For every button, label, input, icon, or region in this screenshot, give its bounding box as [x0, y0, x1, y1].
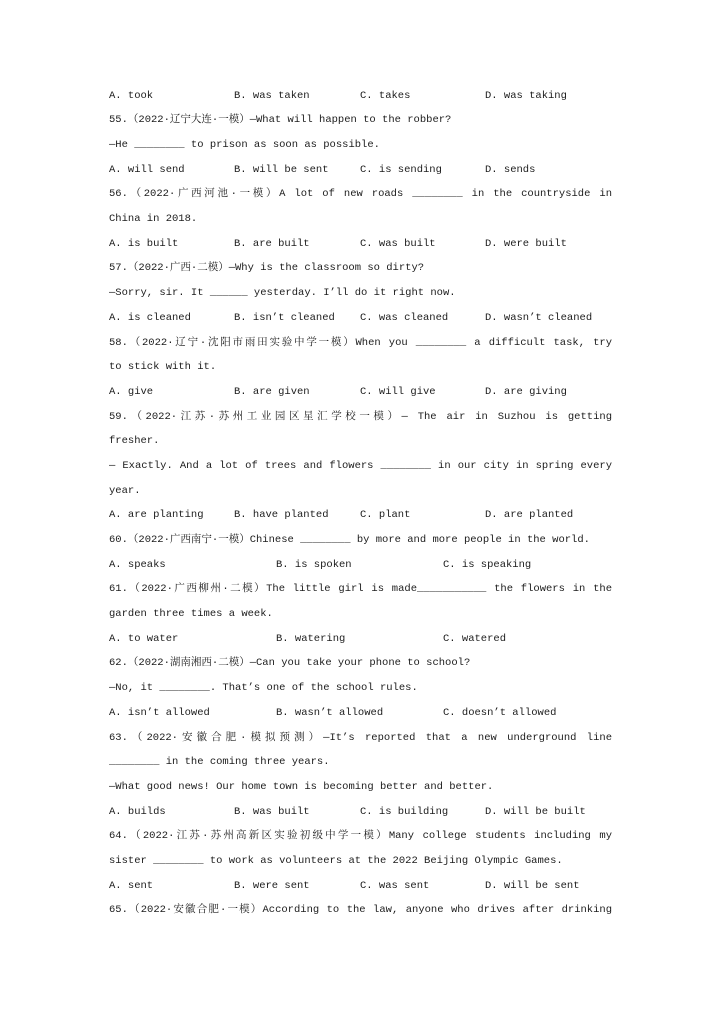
- options-row: [109, 627, 612, 652]
- question-stem-line: China in 2018.: [109, 213, 198, 226]
- option-b: B. wasn’t allowed: [276, 706, 384, 719]
- option-b: B. watering: [276, 632, 346, 645]
- option-c: C. plant: [360, 509, 411, 522]
- option-a: A. builds: [109, 805, 166, 818]
- option-b: B. have planted: [234, 509, 329, 522]
- question-stem-line: —Sorry, sir. It ______ yesterday. I’ll do it right now.: [109, 287, 456, 300]
- option-c: C. is building: [360, 805, 449, 818]
- question-stem-line: 57.（2022·广西·二模）—Why is the classroom so dirty?: [109, 262, 425, 275]
- option-d: D. were built: [485, 237, 567, 250]
- question-list: [109, 84, 612, 923]
- option-a: A. sent: [109, 879, 154, 892]
- question-stem-line: ________ in the coming three years.: [109, 756, 330, 769]
- question-stem-line: 58.（2022·辽宁·沈阳市雨田实验中学一模）When you ________ a difficult task, try: [109, 336, 612, 349]
- option-d: D. are giving: [485, 385, 567, 398]
- option-c: C. was cleaned: [360, 311, 449, 324]
- option-d: D. wasn’t cleaned: [485, 311, 593, 324]
- question-stem-line: —He ________ to prison as soon as possible.: [109, 139, 380, 152]
- options-row: [109, 874, 612, 899]
- option-d: D. will be sent: [485, 879, 580, 892]
- question-stem-line: 59.（2022·江苏·苏州工业园区星汇学校一模）— The air in Suzhou is getting: [109, 410, 612, 423]
- question-stem-line: 63.（2022·安徽合肥·模拟预测）—It’s reported that a new underground line: [109, 731, 612, 744]
- question-stem-line: fresher.: [109, 435, 160, 448]
- option-c: C. was built: [360, 237, 436, 250]
- options-row: [109, 380, 612, 405]
- question-stem-line: year.: [109, 484, 141, 497]
- options-row: [109, 306, 612, 331]
- question-stem-line: garden three times a week.: [109, 608, 273, 621]
- option-a: A. are planting: [109, 509, 204, 522]
- question-stem-line: to stick with it.: [109, 361, 217, 374]
- option-d: D. will be built: [485, 805, 586, 818]
- question-stem-line: —No, it ________. That’s one of the school rules.: [109, 682, 418, 695]
- option-b: B. will be sent: [234, 163, 329, 176]
- question-stem-line: 62.（2022·湖南湘西·二模）—Can you take your phone to school?: [109, 657, 471, 670]
- option-c: C. will give: [360, 385, 436, 398]
- option-b: B. was taken: [234, 89, 310, 102]
- question-stem-line: 56.（2022·广西河池·一模）A lot of new roads ________ in the countryside in: [109, 188, 612, 201]
- options-row: [109, 158, 612, 183]
- question-stem-line: 64.（2022·江苏·苏州高新区实验初级中学一模）Many college students including my: [109, 830, 612, 843]
- option-c: C. is speaking: [443, 558, 532, 571]
- option-c: C. watered: [443, 632, 507, 645]
- option-d: D. was taking: [485, 89, 567, 102]
- option-b: B. are built: [234, 237, 310, 250]
- question-stem-line: 65.（2022·安徽合肥·一模）According to the law, anyone who drives after drinking: [109, 904, 612, 917]
- option-b: B. were sent: [234, 879, 310, 892]
- option-c: C. doesn’t allowed: [443, 706, 557, 719]
- option-b: B. are given: [234, 385, 310, 398]
- question-stem-line: — Exactly. And a lot of trees and flowers ________ in our city in spring every: [109, 459, 612, 472]
- option-b: B. is spoken: [276, 558, 352, 571]
- option-a: A. give: [109, 385, 154, 398]
- options-row: [109, 503, 612, 528]
- option-d: D. sends: [485, 163, 536, 176]
- option-a: A. is built: [109, 237, 179, 250]
- option-c: C. was sent: [360, 879, 430, 892]
- options-row: [109, 232, 612, 257]
- option-a: A. took: [109, 89, 154, 102]
- option-a: A. is cleaned: [109, 311, 191, 324]
- question-stem-line: sister ________ to work as volunteers at the 2022 Beijing Olympic Games.: [109, 854, 563, 867]
- options-row: [109, 701, 612, 726]
- question-stem-line: 60.（2022·广西南宁·一模）Chinese ________ by more and more people in the world.: [109, 534, 590, 547]
- options-row: [109, 84, 612, 109]
- option-a: A. will send: [109, 163, 185, 176]
- options-row: [109, 800, 612, 825]
- option-c: C. takes: [360, 89, 411, 102]
- question-stem-line: 61.（2022·广西柳州·二模）The little girl is made___________ the flowers in the: [109, 583, 612, 596]
- option-b: B. was built: [234, 805, 310, 818]
- option-a: A. to water: [109, 632, 179, 645]
- question-stem-line: —What good news! Our home town is becoming better and better.: [109, 780, 494, 793]
- option-a: A. isn’t allowed: [109, 706, 210, 719]
- option-c: C. is sending: [360, 163, 442, 176]
- option-d: D. are planted: [485, 509, 574, 522]
- options-row: [109, 553, 612, 578]
- option-b: B. isn’t cleaned: [234, 311, 335, 324]
- question-stem-line: 55.（2022·辽宁大连·一模）—What will happen to the robber?: [109, 114, 452, 127]
- option-a: A. speaks: [109, 558, 166, 571]
